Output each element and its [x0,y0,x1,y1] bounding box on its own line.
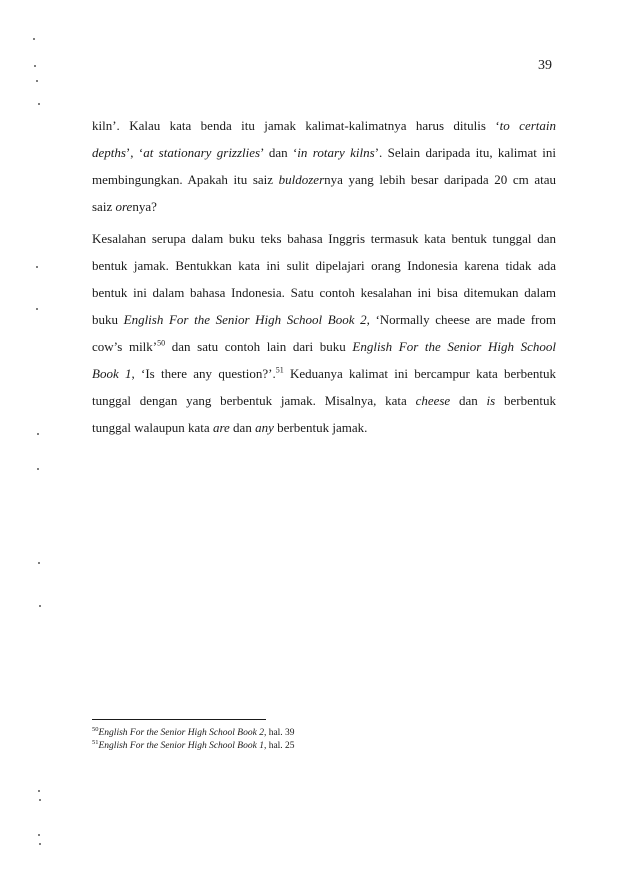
paragraph-2-line-2: bentuk jamak. Bentukkan kata ini sulit dipelajari orang Indonesia karena tidak ada [92,258,556,273]
scan-speck [38,790,40,792]
paragraph-2 [92,225,556,441]
page-number: 39 [538,58,552,73]
scan-speck [38,834,40,836]
footnotes [92,727,392,753]
paragraph-2-line-6: Book 1, ‘Is there any question?’.$^{51}$ Keduanya kalimat ini bercampur kata berbentuk [92,365,557,381]
paragraph-1-line-2: depths’, ‘at stationary grizzlies’ dan ‘in rotary kilns’. Selain daripada itu, kalimat ini [92,145,556,160]
paragraph-2-line-4: buku English For the Senior High School Book 2, ‘Normally cheese are made from [92,312,557,327]
scan-speck [36,266,38,268]
scan-speck [37,433,39,435]
scan-speck [34,65,36,67]
paragraph-1-line-3: membingungkan. Apakah itu saiz buldozernya yang lebih besar daripada 20 cm atau [92,172,556,187]
scan-speck [37,468,39,470]
footnote-51: $^{51}$English For the Senior High School Book 1, hal. 25 [92,738,295,751]
footnote-ref-51: 51 [275,365,284,375]
paragraph-2-line-8: tunggal walaupun kata are dan any berbentuk jamak. [92,420,368,435]
scan-speck [33,38,35,40]
scan-speck [38,103,40,105]
footnote-divider [92,719,266,720]
scan-speck [36,80,38,82]
scan-speck [39,605,41,607]
paragraph-2-line-5: cow’s milk’$^{50}$ dan satu contoh lain dari buku English For the Senior High School [92,338,556,354]
footnote-ref-50: 50 [157,338,166,348]
paragraph-2-line-3: bentuk ini dalam bahasa Indonesia. Satu contoh kesalahan ini bisa ditemukan dalam [92,285,556,300]
scan-speck [38,562,40,564]
paragraph-1-line-4: saiz orenya? [92,199,157,214]
scan-speck [39,799,41,801]
scan-speck [36,308,38,310]
paragraph-2-line-1: Kesalahan serupa dalam buku teks bahasa Inggris termasuk kata bentuk tunggal dan [92,231,556,246]
scan-speck [39,843,41,845]
paragraph-1-line-1: kiln’. Kalau kata benda itu jamak kalimat-kalimatnya harus ditulis ‘to certain [92,118,557,133]
footnote-50: $^{50}$English For the Senior High School Book 2, hal. 39 [92,725,295,738]
paragraph-2-line-7: tunggal dengan yang berbentuk jamak. Misalnya, kata cheese dan is berbentuk [92,393,556,408]
paragraph-1 [92,112,556,220]
